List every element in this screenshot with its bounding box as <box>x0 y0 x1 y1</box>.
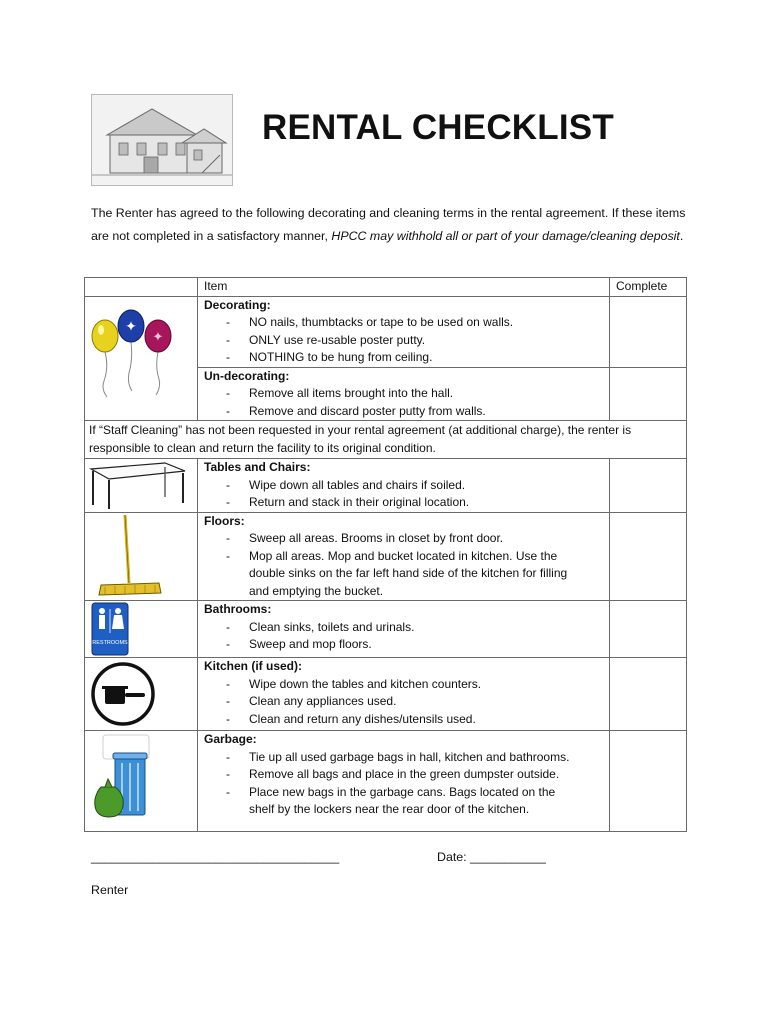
list-item: - Clean sinks, toilets and urinals. <box>204 619 609 637</box>
complete-checkbox-cell[interactable] <box>610 731 687 832</box>
table-row <box>85 421 687 459</box>
garbage-icon <box>85 731 197 819</box>
intro-paragraph <box>91 202 691 248</box>
floors-list <box>204 530 609 600</box>
garbage-list <box>204 749 609 819</box>
intro-text: The Renter has agreed to the following decorating and cleaning terms in the rental agreement. If these items are not completed in a satisfactory manner, <box>91 206 686 243</box>
table-icon <box>85 459 197 511</box>
list-item: - NOTHING to be hung from ceiling. <box>204 349 609 367</box>
list-item: - Remove all items brought into the hall. <box>204 385 609 403</box>
list-item: - Clean and return any dishes/utensils used. <box>204 711 609 729</box>
date-field[interactable]: Date: ___________ <box>437 850 546 864</box>
kitchen-list <box>204 676 609 729</box>
page-title: RENTAL CHECKLIST <box>262 108 614 147</box>
kitchen-cell <box>198 658 610 731</box>
restroom-sign-icon <box>85 601 197 657</box>
column-header-complete: Complete <box>610 278 687 297</box>
checklist-table <box>84 277 687 832</box>
complete-checkbox-cell[interactable] <box>610 512 687 601</box>
undecorating-list <box>204 385 609 420</box>
complete-checkbox-cell[interactable] <box>610 296 687 367</box>
svg-text:✦: ✦ <box>125 317 137 334</box>
undecorating-cell <box>198 367 610 421</box>
garbage-cell <box>198 731 610 832</box>
kitchen-title: Kitchen (if used): <box>204 659 302 673</box>
table-row <box>85 658 687 731</box>
list-item: - Place new bags in the garbage cans. Bags located on the shelf by the lockers near the rear door of the kitchen. <box>204 784 609 819</box>
decorating-cell <box>198 296 610 367</box>
balloons-image-cell <box>85 296 198 421</box>
list-item: - Tie up all used garbage bags in hall, kitchen and bathrooms. <box>204 749 609 767</box>
decorating-title: Decorating: <box>204 297 271 312</box>
intro-text-end: . <box>679 229 684 243</box>
broom-icon <box>85 513 197 599</box>
intro-italic-text: HPCC may withhold all or part of your damage/cleaning deposit <box>331 229 680 243</box>
svg-text:✦: ✦ <box>152 328 164 344</box>
list-item: - Mop all areas. Mop and bucket located in kitchen. Use the double sinks on the far left hand side of the kitchen for filling and emptying the bucket. <box>204 548 609 601</box>
floors-title: Floors: <box>204 513 245 528</box>
tables-chairs-cell <box>198 459 610 513</box>
header-blank-cell <box>85 278 198 297</box>
table-row <box>85 601 687 658</box>
table-row <box>85 459 687 513</box>
house-image <box>91 94 233 186</box>
list-item: - Remove all bags and place in the green dumpster outside. <box>204 766 609 784</box>
kitchen-image-cell <box>85 658 198 731</box>
broom-image-cell <box>85 512 198 601</box>
list-item: - NO nails, thumbtacks or tape to be used on walls. <box>204 314 609 332</box>
tables-chairs-title: Tables and Chairs: <box>204 460 311 474</box>
list-item: - Clean any appliances used. <box>204 693 609 711</box>
complete-checkbox-cell[interactable] <box>610 367 687 421</box>
renter-label: Renter <box>91 883 129 897</box>
table-row <box>85 512 687 601</box>
table-image-cell <box>85 459 198 513</box>
restroom-sign-cell <box>85 601 198 658</box>
complete-checkbox-cell[interactable] <box>610 601 687 658</box>
table-row <box>85 296 687 367</box>
table-header-row <box>85 278 687 297</box>
list-item: - Sweep and mop floors. <box>204 636 609 654</box>
signature-line[interactable]: ____________________________________ <box>91 850 340 864</box>
garbage-image-cell <box>85 731 198 832</box>
column-header-item: Item <box>198 278 610 297</box>
list-item: - Return and stack in their original location. <box>204 494 609 512</box>
complete-checkbox-cell[interactable] <box>610 658 687 731</box>
list-item: - Remove and discard poster putty from walls. <box>204 403 609 421</box>
garbage-title: Garbage: <box>204 732 257 746</box>
tables-chairs-list <box>204 477 609 512</box>
list-item: - Wipe down the tables and kitchen counters. <box>204 676 609 694</box>
restroom-sign-text: RESTROOMS <box>92 640 128 646</box>
list-item: - ONLY use re-usable poster putty. <box>204 332 609 350</box>
complete-checkbox-cell[interactable] <box>610 459 687 513</box>
list-item: - Sweep all areas. Brooms in closet by front door. <box>204 530 609 548</box>
balloons-icon <box>85 297 197 401</box>
undecorating-title: Un-decorating: <box>204 368 290 383</box>
bathrooms-list <box>204 619 609 654</box>
bathrooms-cell <box>198 601 610 658</box>
decorating-list <box>204 314 609 367</box>
floors-cell <box>198 512 610 601</box>
list-item: - Wipe down all tables and chairs if soiled. <box>204 477 609 495</box>
table-row <box>85 731 687 832</box>
staff-cleaning-note: If “Staff Cleaning” has not been requested in your rental agreement (at additional charge), the renter is responsible to clean and return the facility to its original condition. <box>85 421 687 459</box>
bathrooms-title: Bathrooms: <box>204 602 272 616</box>
saucepan-icon <box>85 658 197 730</box>
